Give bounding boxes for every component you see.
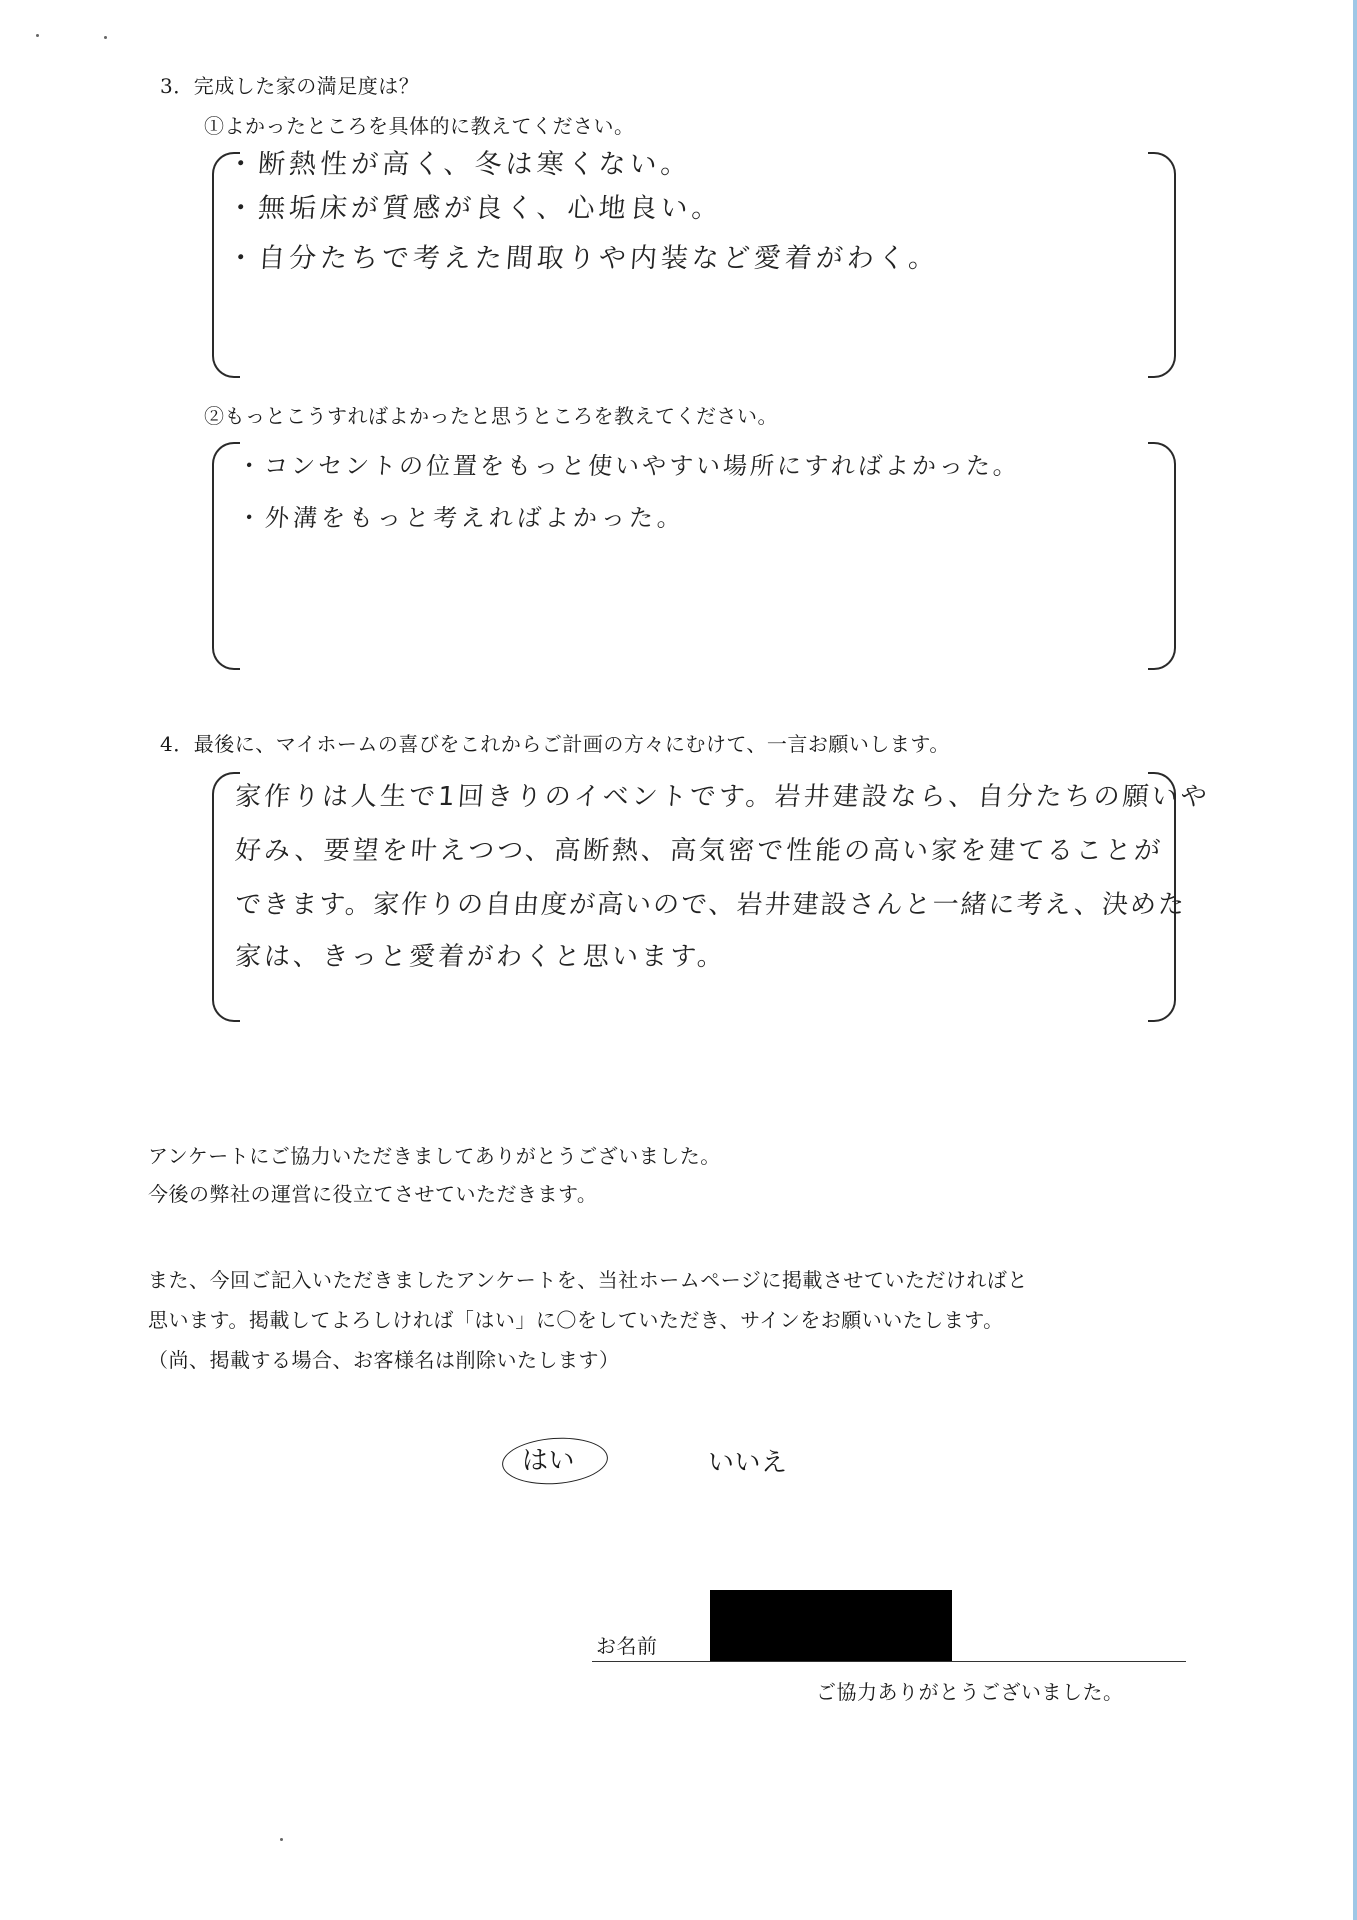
answer-box-right-bracket [1148,152,1176,378]
choice-yes[interactable]: はい [522,1446,576,1476]
q4-answer-line: 家は、きっと愛着がわくと思います。 [234,942,728,972]
q3-answer2-line: ・コンセントの位置をもっと使いやすい場所にすればよかった。 [236,452,1022,480]
q3-answer1-line: ・断熱性が高く、冬は寒くない。 [226,149,693,180]
q3-heading: 3．完成した家の満足度は？ [160,74,420,98]
selection-circle [501,1434,610,1487]
redacted-name [710,1590,952,1662]
consent-line: また、今回ご記入いただきましたアンケートを、当社ホームページに掲載させていただければと [148,1268,1028,1292]
q4-answer-line: 好み、要望を叶えつつ、高断熱、高気密で性能の高い家を建てることが [234,836,1165,866]
q3-answer1-line: ・自分たちで考えた間取りや内装など愛着がわく。 [226,243,941,274]
consent-line: 思います。掲載してよろしければ「はい」に〇をしていただき、サインをお願いいたします。 [148,1308,1004,1332]
closing-text: ご協力ありがとうございました。 [816,1680,1124,1704]
q4-answer-line: できます。家作りの自由度が高いので、岩井建設さんと一緒に考え、決めた [234,890,1188,920]
scan-speck [104,36,107,39]
scan-edge [1353,0,1357,1920]
q3-sub2: ②もっとこうすればよかったと思うところを教えてください。 [204,404,778,428]
signature-label: お名前 [596,1634,658,1658]
thanks-line: アンケートにご協力いただきましてありがとうございました。 [148,1144,721,1168]
q4-heading: 4．最後に、マイホームの喜びをこれからご計画の方々にむけて、一言お願いします。 [160,732,950,756]
consent-line: （尚、掲載する場合、お客様名は削除いたします） [148,1348,620,1372]
answer-box-right-bracket [1148,442,1176,670]
q4-answer-line: 家作りは人生で1回きりのイベントです。岩井建設なら、自分たちの願いや [234,782,1211,812]
q3-sub1: ①よかったところを具体的に教えてください。 [204,114,635,138]
scan-speck [36,34,39,37]
q3-answer2-line: ・外溝をもっと考えればよかった。 [236,504,687,532]
signature-line [592,1661,1186,1662]
q3-answer1-line: ・無垢床が質感が良く、心地良い。 [226,193,724,224]
thanks-line: 今後の弊社の運営に役立てさせていただきます。 [148,1182,598,1206]
scan-speck [280,1838,283,1841]
choice-no[interactable]: いいえ [708,1448,788,1478]
